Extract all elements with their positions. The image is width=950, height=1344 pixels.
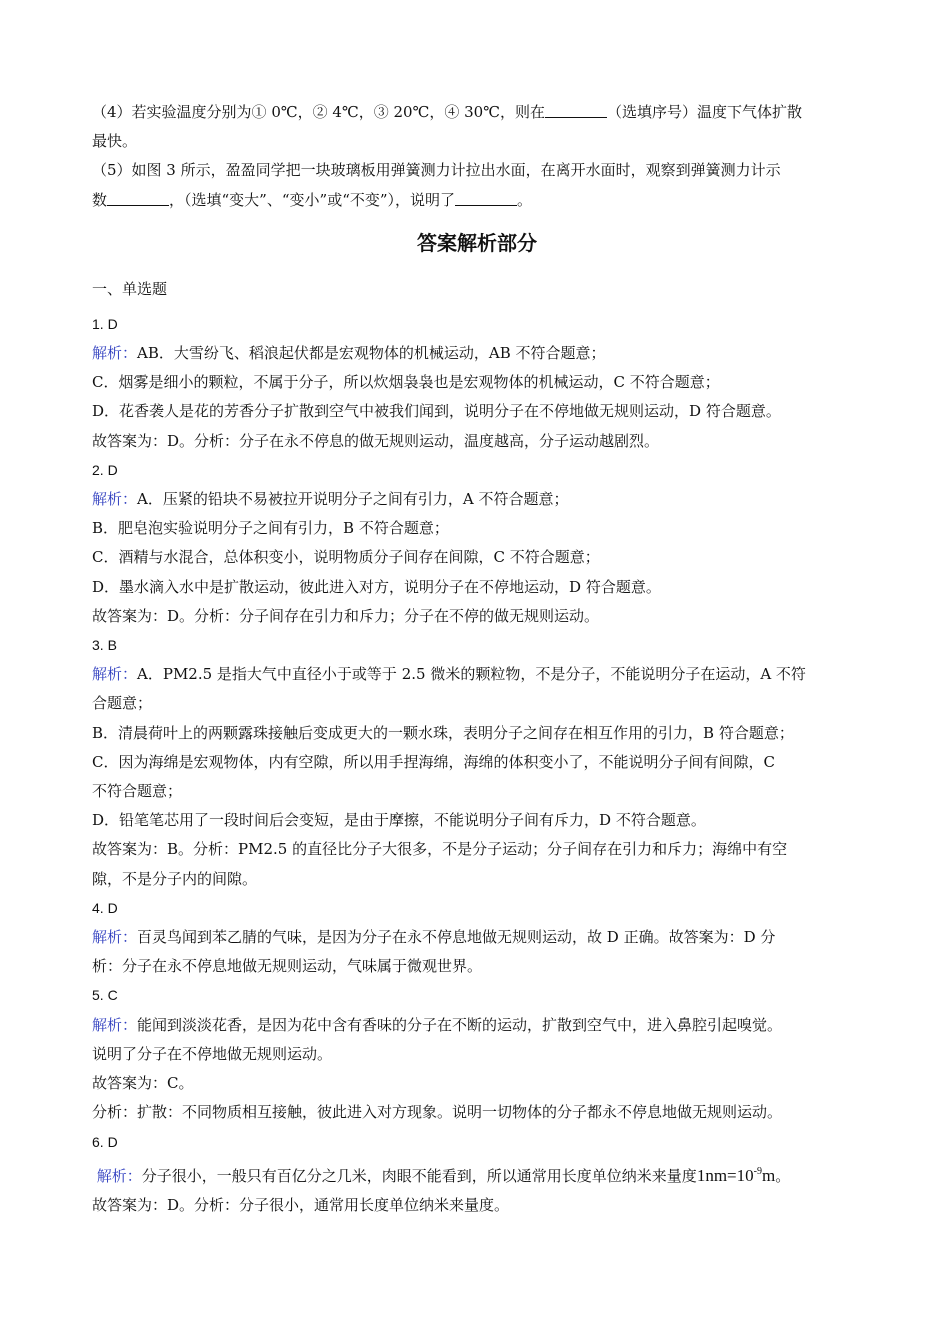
answer-line: 故答案为：D。分析：分子很小，通常用长度单位纳米来量度。 [92, 1195, 510, 1214]
document-page [92, 98, 862, 1220]
answer-line: C．酒精与水混合，总体积变小，说明物质分子间存在间隙，C 不符合题意； [92, 548, 600, 567]
answer-number: 2. D [92, 461, 118, 478]
question-5-text: 数 [92, 190, 108, 209]
analysis-label: 解析： [92, 928, 138, 947]
answer-text: 能闻到淡淡花香，是因为花中含有香味的分子在不断的运动，扩散到空气中，进入鼻腔引起嗅觉。 [137, 1015, 783, 1034]
question-4-line-1 [92, 98, 862, 127]
answer-blank [107, 191, 169, 206]
answer-line: 不符合题意； [92, 782, 183, 801]
question-5-text: 。 [517, 190, 533, 209]
answer-number: 5. C [92, 987, 118, 1004]
answer-line: 分析：扩散：不同物质相互接触，彼此进入对方现象。说明一切物体的分子都永不停息地做无规则运动。 [92, 1103, 783, 1122]
answer-text: AB．大雪纷飞、稻浪起伏都是宏观物体的机械运动，AB 不符合题意； [137, 344, 606, 363]
answer-line: 合题意； [92, 694, 153, 713]
answer-line: 故答案为：B。分析：PM2.5 的直径比分子大很多，不是分子运动；分子间存在引力和斥力；海绵中有空 [92, 840, 788, 859]
answer-text: 百灵鸟闻到苯乙腈的气味，是因为分子在永不停息地做无规则运动，故 D 正确。故答案为：D 分 [137, 928, 776, 947]
answer-text: 分子很小，一般只有百亿分之几米，肉眼不能看到，所以通常用长度单位纳米来量度 [141, 1166, 697, 1185]
section-heading: 一、单选题 [92, 279, 168, 298]
answer-line: 故答案为：D。分析：分子间存在引力和斥力；分子在不停的做无规则运动。 [92, 606, 600, 625]
question-5-line-2 [92, 186, 862, 215]
answer-line: 说明了分子在不停地做无规则运动。 [92, 1044, 333, 1063]
formula-unit: m [761, 1165, 776, 1185]
answer-line: 隙，不是分子内的间隙。 [92, 869, 258, 888]
analysis-label: 解析： [92, 665, 138, 684]
answer-number: 6. D [92, 1133, 118, 1150]
question-4-text: （4）若实验温度分别为① 0℃，② 4℃，③ 20℃，④ 30℃，则在 [92, 103, 545, 121]
answer-line [92, 1157, 862, 1191]
answer-number: 4. D [92, 899, 118, 916]
answer-blank [545, 103, 607, 118]
analysis-label: 解析： [96, 1166, 142, 1185]
answer-line: 故答案为：D。分析：分子在永不停息的做无规则运动，温度越高，分子运动越剧烈。 [92, 431, 660, 450]
answer-line [92, 1011, 862, 1040]
answer-text: A．压紧的铅块不易被拉开说明分子之间有引力，A 不符合题意； [137, 490, 569, 509]
question-5-text: ，（选填“变大”、“变小”或“不变”），说明了 [169, 190, 456, 209]
answer-line: 析：分子在永不停息地做无规则运动，气味属于微观世界。 [92, 957, 483, 976]
answer-line: D．铅笔笔芯用了一段时间后会变短，是由于摩擦，不能说明分子间有斥力，D 不符合题意。 [92, 811, 706, 830]
analysis-label: 解析： [92, 490, 138, 509]
question-4-text: （选填序号）温度下气体扩散 [607, 103, 803, 121]
answer-line [92, 660, 862, 689]
answer-line: D．花香袭人是花的芳香分子扩散到空气中被我们闻到，说明分子在不停地做无规则运动，D 符合题意。 [92, 402, 781, 421]
answer-blank [455, 191, 517, 206]
formula-exponent: -9 [753, 1165, 762, 1177]
answer-line: D．墨水滴入水中是扩散运动，彼此进入对方，说明分子在不停地运动，D 符合题意。 [92, 577, 661, 596]
answer-number: 1. D [92, 315, 118, 332]
answer-text: 。 [775, 1166, 791, 1185]
answer-number: 3. B [92, 637, 117, 654]
page-title: 答案解析部分 [417, 230, 537, 255]
answer-line: C．因为海绵是宏观物体，内有空隙，所以用手捏海绵，海绵的体积变小了，不能说明分子间有间隙，C [92, 752, 775, 771]
analysis-label: 解析： [92, 344, 138, 363]
answer-line: C．烟雾是细小的颗粒，不属于分子，所以炊烟袅袅也是宏观物体的机械运动，C 不符合题意； [92, 373, 720, 392]
question-4-line-2: 最快。 [92, 132, 138, 151]
answer-line [92, 339, 862, 368]
answer-line: 故答案为：C。 [92, 1074, 194, 1093]
answer-line: B．清晨荷叶上的两颗露珠接触后变成更大的一颗水珠，表明分子之间存在相互作用的引力，B 符合题意； [92, 723, 794, 742]
question-5-line-1: （5）如图 3 所示，盈盈同学把一块玻璃板用弹簧测力计拉出水面，在离开水面时，观察到弹簧测力计示 [92, 161, 781, 180]
formula [697, 1166, 775, 1185]
formula-base: 1nm=10 [696, 1165, 754, 1185]
analysis-label: 解析： [92, 1015, 138, 1034]
answer-line [92, 485, 862, 514]
answer-line: B．肥皂泡实验说明分子之间有引力，B 不符合题意； [92, 519, 449, 538]
answer-line [92, 923, 862, 952]
answer-text: A．PM2.5 是指大气中直径小于或等于 2.5 微米的颗粒物，不是分子，不能说明分子在运动，A 不符 [137, 665, 806, 684]
